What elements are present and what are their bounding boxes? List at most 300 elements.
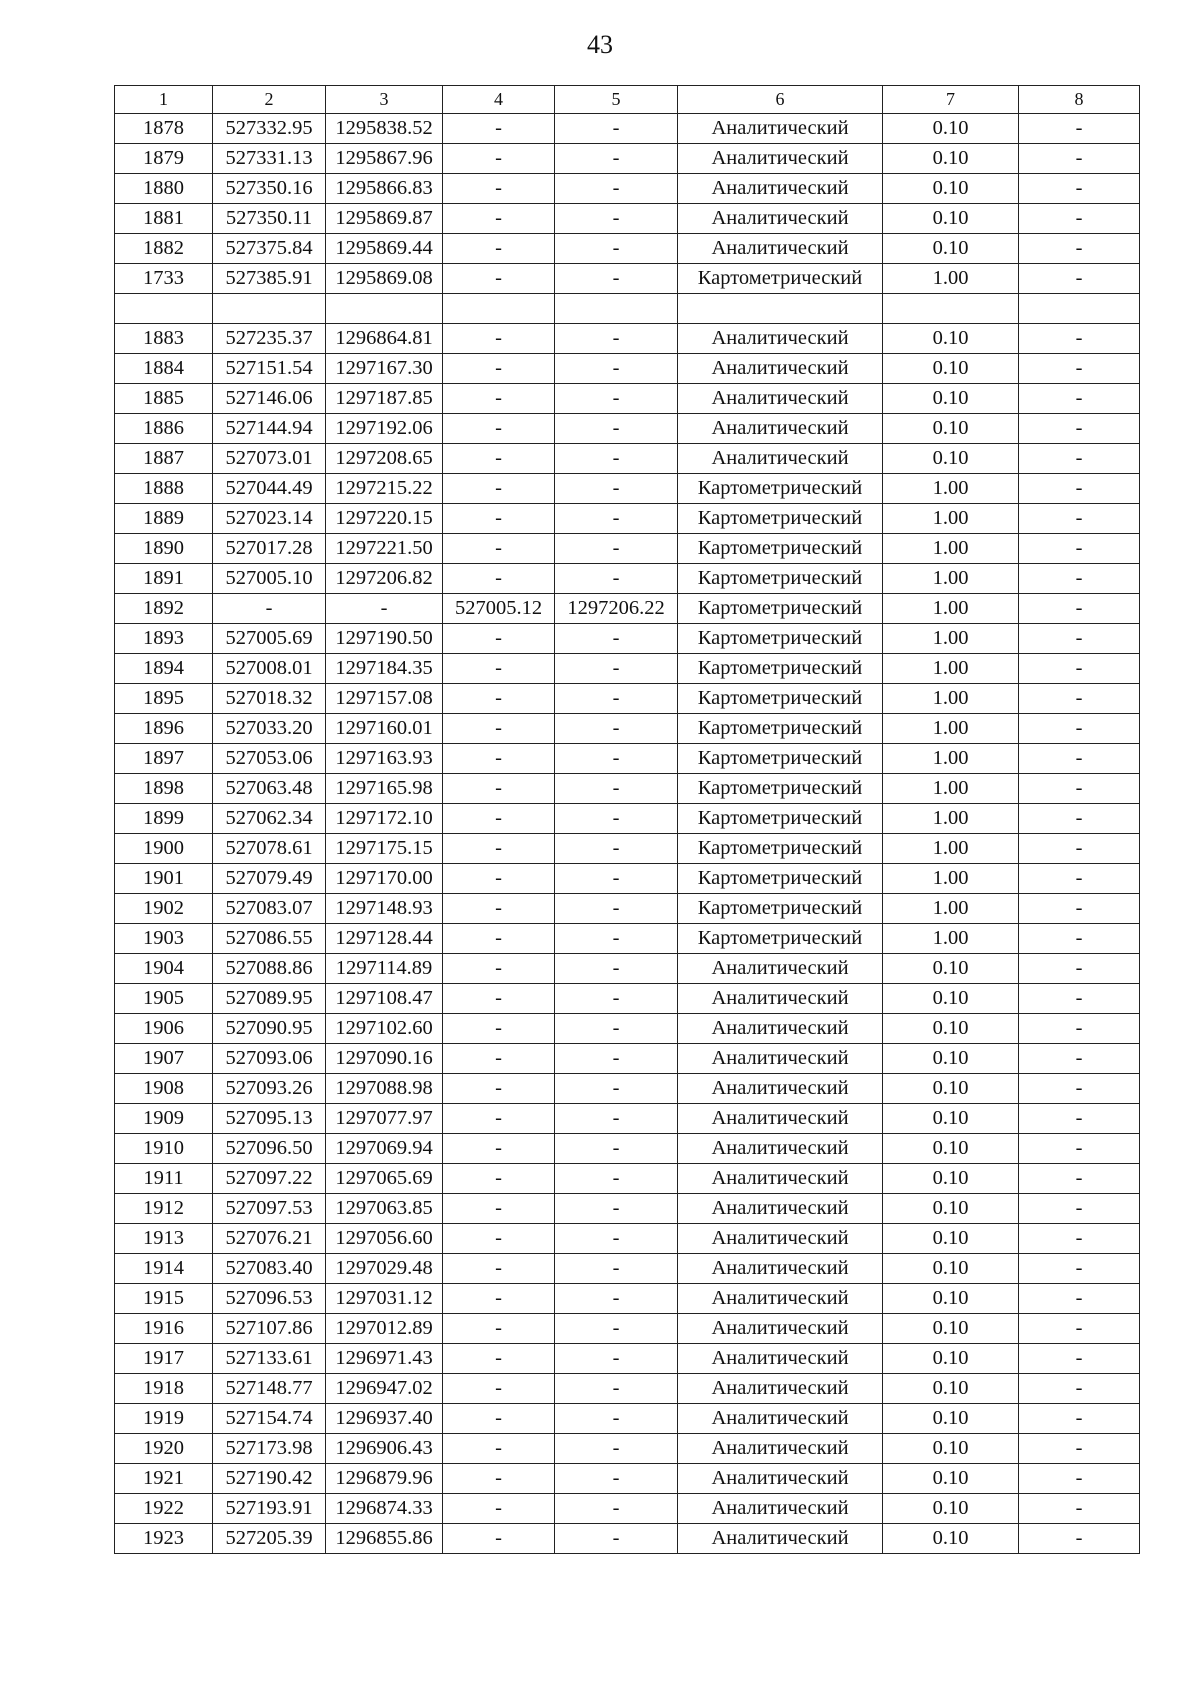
cell-x-coordinate-alt: - bbox=[443, 1524, 555, 1554]
cell-x-coordinate-alt: - bbox=[443, 534, 555, 564]
cell-note: - bbox=[1019, 234, 1140, 264]
table-row bbox=[115, 1494, 1140, 1524]
cell-x-coordinate: 527235.37 bbox=[213, 324, 326, 354]
cell-method: Аналитический bbox=[678, 444, 883, 474]
cell-accuracy: 0.10 bbox=[883, 1524, 1019, 1554]
cell-method: Аналитический bbox=[678, 1224, 883, 1254]
cell-note: - bbox=[1019, 504, 1140, 534]
cell-note: - bbox=[1019, 654, 1140, 684]
cell-x-coordinate: 527018.32 bbox=[213, 684, 326, 714]
cell-y-coordinate: 1297157.08 bbox=[326, 684, 443, 714]
table-row bbox=[115, 954, 1140, 984]
cell-method: Картометрический bbox=[678, 564, 883, 594]
cell-point-number: 1903 bbox=[115, 924, 213, 954]
cell-accuracy: 0.10 bbox=[883, 1434, 1019, 1464]
cell-x-coordinate-alt: - bbox=[443, 414, 555, 444]
cell-accuracy: 1.00 bbox=[883, 474, 1019, 504]
cell-y-coordinate: 1297163.93 bbox=[326, 744, 443, 774]
cell-y-coordinate-alt bbox=[555, 294, 678, 324]
cell-x-coordinate-alt: - bbox=[443, 1074, 555, 1104]
table-row bbox=[115, 1194, 1140, 1224]
cell-y-coordinate: 1297184.35 bbox=[326, 654, 443, 684]
cell-point-number: 1880 bbox=[115, 174, 213, 204]
cell-x-coordinate-alt bbox=[443, 294, 555, 324]
cell-x-coordinate-alt: - bbox=[443, 504, 555, 534]
cell-method: Аналитический bbox=[678, 174, 883, 204]
cell-note: - bbox=[1019, 1194, 1140, 1224]
cell-x-coordinate: 527173.98 bbox=[213, 1434, 326, 1464]
cell-y-coordinate-alt: - bbox=[555, 1194, 678, 1224]
cell-method: Аналитический bbox=[678, 1464, 883, 1494]
cell-x-coordinate: 527148.77 bbox=[213, 1374, 326, 1404]
cell-y-coordinate bbox=[326, 294, 443, 324]
cell-y-coordinate: 1295869.44 bbox=[326, 234, 443, 264]
cell-y-coordinate-alt: - bbox=[555, 1044, 678, 1074]
cell-note: - bbox=[1019, 1494, 1140, 1524]
cell-x-coordinate: 527350.11 bbox=[213, 204, 326, 234]
table-row bbox=[115, 1374, 1140, 1404]
table-row bbox=[115, 834, 1140, 864]
cell-y-coordinate: 1295869.87 bbox=[326, 204, 443, 234]
cell-x-coordinate-alt: - bbox=[443, 1104, 555, 1134]
column-header-4: 4 bbox=[443, 86, 555, 114]
cell-accuracy: 0.10 bbox=[883, 1194, 1019, 1224]
cell-note: - bbox=[1019, 1314, 1140, 1344]
cell-x-coordinate: 527005.69 bbox=[213, 624, 326, 654]
cell-y-coordinate: - bbox=[326, 594, 443, 624]
cell-point-number: 1914 bbox=[115, 1254, 213, 1284]
cell-x-coordinate-alt: - bbox=[443, 264, 555, 294]
cell-x-coordinate: 527063.48 bbox=[213, 774, 326, 804]
cell-x-coordinate: 527385.91 bbox=[213, 264, 326, 294]
cell-x-coordinate-alt: - bbox=[443, 624, 555, 654]
cell-y-coordinate-alt: - bbox=[555, 354, 678, 384]
column-header-8: 8 bbox=[1019, 86, 1140, 114]
cell-point-number: 1922 bbox=[115, 1494, 213, 1524]
cell-y-coordinate-alt: - bbox=[555, 744, 678, 774]
cell-point-number: 1902 bbox=[115, 894, 213, 924]
cell-y-coordinate-alt: - bbox=[555, 1524, 678, 1554]
cell-note: - bbox=[1019, 174, 1140, 204]
cell-y-coordinate-alt: - bbox=[555, 864, 678, 894]
table-row bbox=[115, 384, 1140, 414]
cell-y-coordinate-alt: - bbox=[555, 714, 678, 744]
table-row bbox=[115, 204, 1140, 234]
cell-y-coordinate-alt: - bbox=[555, 1284, 678, 1314]
table-row bbox=[115, 564, 1140, 594]
cell-note: - bbox=[1019, 594, 1140, 624]
cell-point-number: 1892 bbox=[115, 594, 213, 624]
table-row bbox=[115, 354, 1140, 384]
cell-accuracy: 0.10 bbox=[883, 984, 1019, 1014]
cell-x-coordinate-alt: - bbox=[443, 174, 555, 204]
cell-y-coordinate: 1297012.89 bbox=[326, 1314, 443, 1344]
cell-x-coordinate-alt: - bbox=[443, 1014, 555, 1044]
table-row bbox=[115, 1044, 1140, 1074]
table-row bbox=[115, 744, 1140, 774]
column-header-3: 3 bbox=[326, 86, 443, 114]
cell-y-coordinate-alt: - bbox=[555, 804, 678, 834]
cell-x-coordinate: 527097.22 bbox=[213, 1164, 326, 1194]
cell-method: Картометрический bbox=[678, 924, 883, 954]
cell-x-coordinate-alt: - bbox=[443, 984, 555, 1014]
cell-y-coordinate-alt: - bbox=[555, 1074, 678, 1104]
cell-accuracy: 0.10 bbox=[883, 1224, 1019, 1254]
cell-method: Аналитический bbox=[678, 414, 883, 444]
cell-point-number: 1896 bbox=[115, 714, 213, 744]
cell-note: - bbox=[1019, 1074, 1140, 1104]
cell-accuracy: 0.10 bbox=[883, 384, 1019, 414]
cell-method: Аналитический bbox=[678, 324, 883, 354]
cell-note: - bbox=[1019, 684, 1140, 714]
table-row bbox=[115, 594, 1140, 624]
cell-point-number: 1910 bbox=[115, 1134, 213, 1164]
cell-point-number bbox=[115, 294, 213, 324]
cell-accuracy: 0.10 bbox=[883, 1044, 1019, 1074]
header-row bbox=[115, 86, 1140, 114]
table-row bbox=[115, 1134, 1140, 1164]
cell-x-coordinate: - bbox=[213, 594, 326, 624]
cell-y-coordinate-alt: - bbox=[555, 234, 678, 264]
cell-method: Картометрический bbox=[678, 264, 883, 294]
table-row bbox=[115, 1524, 1140, 1554]
table-row bbox=[115, 444, 1140, 474]
cell-method: Аналитический bbox=[678, 1254, 883, 1284]
cell-x-coordinate-alt: - bbox=[443, 144, 555, 174]
cell-note: - bbox=[1019, 324, 1140, 354]
cell-y-coordinate-alt: - bbox=[555, 1224, 678, 1254]
cell-point-number: 1906 bbox=[115, 1014, 213, 1044]
cell-accuracy: 1.00 bbox=[883, 534, 1019, 564]
cell-x-coordinate-alt: - bbox=[443, 1224, 555, 1254]
cell-accuracy: 0.10 bbox=[883, 204, 1019, 234]
cell-method: Картометрический bbox=[678, 474, 883, 504]
cell-x-coordinate: 527083.40 bbox=[213, 1254, 326, 1284]
cell-point-number: 1908 bbox=[115, 1074, 213, 1104]
cell-accuracy: 0.10 bbox=[883, 1164, 1019, 1194]
cell-y-coordinate: 1297170.00 bbox=[326, 864, 443, 894]
cell-accuracy: 0.10 bbox=[883, 144, 1019, 174]
table-row bbox=[115, 1014, 1140, 1044]
cell-method: Аналитический bbox=[678, 1524, 883, 1554]
cell-method: Аналитический bbox=[678, 984, 883, 1014]
cell-note: - bbox=[1019, 114, 1140, 144]
cell-y-coordinate: 1297206.82 bbox=[326, 564, 443, 594]
cell-y-coordinate-alt: - bbox=[555, 384, 678, 414]
cell-y-coordinate: 1297065.69 bbox=[326, 1164, 443, 1194]
cell-accuracy: 0.10 bbox=[883, 954, 1019, 984]
cell-y-coordinate: 1297108.47 bbox=[326, 984, 443, 1014]
cell-x-coordinate-alt: - bbox=[443, 204, 555, 234]
cell-point-number: 1898 bbox=[115, 774, 213, 804]
cell-note: - bbox=[1019, 924, 1140, 954]
cell-point-number: 1921 bbox=[115, 1464, 213, 1494]
cell-point-number: 1893 bbox=[115, 624, 213, 654]
cell-y-coordinate: 1295867.96 bbox=[326, 144, 443, 174]
cell-y-coordinate-alt: - bbox=[555, 654, 678, 684]
table-row bbox=[115, 1284, 1140, 1314]
cell-point-number: 1885 bbox=[115, 384, 213, 414]
cell-accuracy: 1.00 bbox=[883, 654, 1019, 684]
table-row bbox=[115, 924, 1140, 954]
cell-note: - bbox=[1019, 804, 1140, 834]
cell-y-coordinate: 1297088.98 bbox=[326, 1074, 443, 1104]
cell-x-coordinate: 527023.14 bbox=[213, 504, 326, 534]
cell-y-coordinate-alt: - bbox=[555, 474, 678, 504]
cell-y-coordinate: 1296864.81 bbox=[326, 324, 443, 354]
table-row bbox=[115, 684, 1140, 714]
cell-method: Картометрический bbox=[678, 684, 883, 714]
cell-y-coordinate: 1297029.48 bbox=[326, 1254, 443, 1284]
cell-accuracy: 1.00 bbox=[883, 714, 1019, 744]
cell-method: Аналитический bbox=[678, 1344, 883, 1374]
cell-method: Картометрический bbox=[678, 504, 883, 534]
cell-x-coordinate: 527332.95 bbox=[213, 114, 326, 144]
cell-x-coordinate-alt: - bbox=[443, 444, 555, 474]
cell-point-number: 1891 bbox=[115, 564, 213, 594]
page-number: 43 bbox=[587, 30, 613, 59]
cell-point-number: 1923 bbox=[115, 1524, 213, 1554]
cell-y-coordinate: 1297187.85 bbox=[326, 384, 443, 414]
cell-accuracy: 0.10 bbox=[883, 1134, 1019, 1164]
cell-y-coordinate-alt: 1297206.22 bbox=[555, 594, 678, 624]
cell-x-coordinate: 527033.20 bbox=[213, 714, 326, 744]
cell-y-coordinate: 1296906.43 bbox=[326, 1434, 443, 1464]
cell-y-coordinate-alt: - bbox=[555, 1014, 678, 1044]
cell-x-coordinate-alt: - bbox=[443, 1464, 555, 1494]
cell-method: Картометрический bbox=[678, 864, 883, 894]
cell-accuracy: 1.00 bbox=[883, 744, 1019, 774]
cell-point-number: 1916 bbox=[115, 1314, 213, 1344]
cell-method: Аналитический bbox=[678, 1104, 883, 1134]
cell-y-coordinate: 1297056.60 bbox=[326, 1224, 443, 1254]
cell-method: Картометрический bbox=[678, 804, 883, 834]
cell-y-coordinate: 1296874.33 bbox=[326, 1494, 443, 1524]
cell-accuracy: 0.10 bbox=[883, 114, 1019, 144]
cell-accuracy: 0.10 bbox=[883, 444, 1019, 474]
cell-y-coordinate-alt: - bbox=[555, 984, 678, 1014]
coordinates-table bbox=[114, 85, 1140, 1554]
cell-note: - bbox=[1019, 534, 1140, 564]
cell-point-number: 1900 bbox=[115, 834, 213, 864]
cell-note: - bbox=[1019, 1254, 1140, 1284]
cell-note: - bbox=[1019, 984, 1140, 1014]
cell-x-coordinate: 527350.16 bbox=[213, 174, 326, 204]
cell-accuracy: 0.10 bbox=[883, 1464, 1019, 1494]
cell-point-number: 1879 bbox=[115, 144, 213, 174]
table-row bbox=[115, 984, 1140, 1014]
cell-y-coordinate-alt: - bbox=[555, 1344, 678, 1374]
cell-x-coordinate-alt: - bbox=[443, 1344, 555, 1374]
cell-accuracy: 0.10 bbox=[883, 1254, 1019, 1284]
cell-point-number: 1913 bbox=[115, 1224, 213, 1254]
cell-x-coordinate-alt: - bbox=[443, 864, 555, 894]
table-row bbox=[115, 504, 1140, 534]
cell-x-coordinate: 527053.06 bbox=[213, 744, 326, 774]
cell-y-coordinate: 1297165.98 bbox=[326, 774, 443, 804]
cell-accuracy: 0.10 bbox=[883, 1014, 1019, 1044]
table-row bbox=[115, 534, 1140, 564]
cell-y-coordinate: 1297221.50 bbox=[326, 534, 443, 564]
cell-point-number: 1911 bbox=[115, 1164, 213, 1194]
cell-method: Аналитический bbox=[678, 1314, 883, 1344]
cell-x-coordinate: 527073.01 bbox=[213, 444, 326, 474]
cell-x-coordinate: 527086.55 bbox=[213, 924, 326, 954]
cell-accuracy: 0.10 bbox=[883, 1494, 1019, 1524]
cell-y-coordinate-alt: - bbox=[555, 114, 678, 144]
cell-x-coordinate-alt: - bbox=[443, 654, 555, 684]
cell-y-coordinate-alt: - bbox=[555, 204, 678, 234]
cell-method: Картометрический bbox=[678, 894, 883, 924]
cell-note: - bbox=[1019, 1464, 1140, 1494]
cell-x-coordinate-alt: - bbox=[443, 834, 555, 864]
cell-y-coordinate-alt: - bbox=[555, 444, 678, 474]
cell-x-coordinate: 527133.61 bbox=[213, 1344, 326, 1374]
cell-y-coordinate: 1297175.15 bbox=[326, 834, 443, 864]
cell-note: - bbox=[1019, 264, 1140, 294]
cell-accuracy: 0.10 bbox=[883, 354, 1019, 384]
table-row bbox=[115, 864, 1140, 894]
cell-method: Аналитический bbox=[678, 1434, 883, 1464]
table-row bbox=[115, 1164, 1140, 1194]
cell-accuracy: 0.10 bbox=[883, 1344, 1019, 1374]
cell-y-coordinate-alt: - bbox=[555, 324, 678, 354]
cell-x-coordinate-alt: - bbox=[443, 1374, 555, 1404]
table-row bbox=[115, 654, 1140, 684]
cell-x-coordinate: 527154.74 bbox=[213, 1404, 326, 1434]
cell-y-coordinate: 1297172.10 bbox=[326, 804, 443, 834]
cell-accuracy: 1.00 bbox=[883, 894, 1019, 924]
column-header-2: 2 bbox=[213, 86, 326, 114]
cell-y-coordinate: 1297069.94 bbox=[326, 1134, 443, 1164]
cell-y-coordinate-alt: - bbox=[555, 1374, 678, 1404]
cell-note: - bbox=[1019, 1524, 1140, 1554]
table-body bbox=[115, 114, 1140, 1554]
cell-accuracy: 0.10 bbox=[883, 234, 1019, 264]
cell-x-coordinate-alt: - bbox=[443, 714, 555, 744]
cell-x-coordinate: 527083.07 bbox=[213, 894, 326, 924]
cell-point-number: 1901 bbox=[115, 864, 213, 894]
cell-note: - bbox=[1019, 144, 1140, 174]
cell-x-coordinate-alt: - bbox=[443, 894, 555, 924]
cell-point-number: 1917 bbox=[115, 1344, 213, 1374]
cell-y-coordinate: 1296947.02 bbox=[326, 1374, 443, 1404]
cell-method: Аналитический bbox=[678, 384, 883, 414]
cell-y-coordinate: 1297148.93 bbox=[326, 894, 443, 924]
table-row bbox=[115, 234, 1140, 264]
table-row bbox=[115, 1074, 1140, 1104]
table-row bbox=[115, 174, 1140, 204]
cell-y-coordinate: 1296855.86 bbox=[326, 1524, 443, 1554]
cell-y-coordinate: 1295838.52 bbox=[326, 114, 443, 144]
cell-y-coordinate: 1297167.30 bbox=[326, 354, 443, 384]
cell-accuracy: 1.00 bbox=[883, 264, 1019, 294]
cell-note: - bbox=[1019, 744, 1140, 774]
cell-y-coordinate: 1297190.50 bbox=[326, 624, 443, 654]
cell-method: Картометрический bbox=[678, 714, 883, 744]
cell-x-coordinate: 527062.34 bbox=[213, 804, 326, 834]
cell-x-coordinate bbox=[213, 294, 326, 324]
cell-note: - bbox=[1019, 564, 1140, 594]
column-header-1: 1 bbox=[115, 86, 213, 114]
cell-x-coordinate: 527079.49 bbox=[213, 864, 326, 894]
cell-y-coordinate: 1295866.83 bbox=[326, 174, 443, 204]
cell-method: Аналитический bbox=[678, 1014, 883, 1044]
cell-point-number: 1887 bbox=[115, 444, 213, 474]
cell-note: - bbox=[1019, 414, 1140, 444]
cell-accuracy: 0.10 bbox=[883, 1314, 1019, 1344]
cell-y-coordinate-alt: - bbox=[555, 264, 678, 294]
cell-x-coordinate: 527151.54 bbox=[213, 354, 326, 384]
cell-accuracy: 1.00 bbox=[883, 624, 1019, 654]
table-row bbox=[115, 624, 1140, 654]
table-row bbox=[115, 264, 1140, 294]
cell-method: Картометрический bbox=[678, 834, 883, 864]
cell-accuracy: 1.00 bbox=[883, 564, 1019, 594]
cell-x-coordinate: 527095.13 bbox=[213, 1104, 326, 1134]
cell-method: Аналитический bbox=[678, 144, 883, 174]
cell-x-coordinate-alt: - bbox=[443, 1194, 555, 1224]
cell-x-coordinate: 527005.10 bbox=[213, 564, 326, 594]
cell-x-coordinate-alt: - bbox=[443, 354, 555, 384]
cell-y-coordinate-alt: - bbox=[555, 1164, 678, 1194]
cell-note: - bbox=[1019, 1164, 1140, 1194]
cell-x-coordinate-alt: - bbox=[443, 1254, 555, 1284]
table-row bbox=[115, 1314, 1140, 1344]
cell-accuracy: 0.10 bbox=[883, 1374, 1019, 1404]
cell-accuracy: 0.10 bbox=[883, 1284, 1019, 1314]
cell-method: Аналитический bbox=[678, 954, 883, 984]
cell-x-coordinate: 527089.95 bbox=[213, 984, 326, 1014]
cell-y-coordinate: 1297220.15 bbox=[326, 504, 443, 534]
cell-method: Аналитический bbox=[678, 1374, 883, 1404]
cell-y-coordinate-alt: - bbox=[555, 144, 678, 174]
cell-note: - bbox=[1019, 624, 1140, 654]
cell-x-coordinate: 527078.61 bbox=[213, 834, 326, 864]
cell-note: - bbox=[1019, 834, 1140, 864]
cell-method: Аналитический bbox=[678, 1074, 883, 1104]
cell-accuracy: 0.10 bbox=[883, 1404, 1019, 1434]
cell-y-coordinate: 1297128.44 bbox=[326, 924, 443, 954]
cell-x-coordinate-alt: - bbox=[443, 684, 555, 714]
cell-accuracy: 1.00 bbox=[883, 594, 1019, 624]
cell-y-coordinate-alt: - bbox=[555, 414, 678, 444]
cell-method: Аналитический bbox=[678, 1194, 883, 1224]
cell-point-number: 1889 bbox=[115, 504, 213, 534]
cell-accuracy: 1.00 bbox=[883, 504, 1019, 534]
cell-method bbox=[678, 294, 883, 324]
cell-x-coordinate-alt: - bbox=[443, 384, 555, 414]
cell-note: - bbox=[1019, 1344, 1140, 1374]
cell-x-coordinate-alt: - bbox=[443, 1284, 555, 1314]
table-row bbox=[115, 894, 1140, 924]
cell-x-coordinate-alt: - bbox=[443, 1164, 555, 1194]
cell-x-coordinate: 527146.06 bbox=[213, 384, 326, 414]
cell-y-coordinate-alt: - bbox=[555, 924, 678, 954]
cell-x-coordinate: 527096.53 bbox=[213, 1284, 326, 1314]
cell-note: - bbox=[1019, 1374, 1140, 1404]
cell-accuracy: 1.00 bbox=[883, 684, 1019, 714]
cell-y-coordinate: 1297114.89 bbox=[326, 954, 443, 984]
cell-note: - bbox=[1019, 444, 1140, 474]
cell-point-number: 1884 bbox=[115, 354, 213, 384]
cell-method: Аналитический bbox=[678, 1164, 883, 1194]
cell-point-number: 1904 bbox=[115, 954, 213, 984]
cell-y-coordinate: 1296971.43 bbox=[326, 1344, 443, 1374]
cell-y-coordinate-alt: - bbox=[555, 564, 678, 594]
cell-y-coordinate: 1297208.65 bbox=[326, 444, 443, 474]
cell-accuracy: 1.00 bbox=[883, 774, 1019, 804]
